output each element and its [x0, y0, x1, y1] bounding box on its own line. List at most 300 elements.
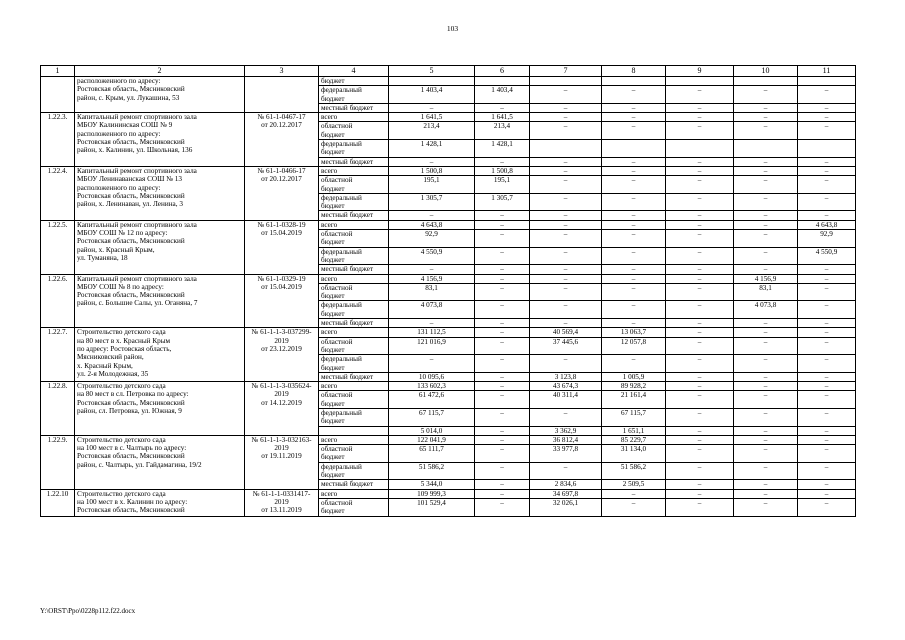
- funding-source: всего: [319, 382, 389, 391]
- item-number: 1.22.9.: [41, 435, 75, 489]
- amount-cell: –: [734, 489, 798, 498]
- document-number: [245, 77, 319, 113]
- item-description: Капитальный ремонт спортивного зала МБОУ СОШ № 8 по адресу: Ростовская область, Мясниковский район, с. Большие Салы, ул. Оганяна, 7: [75, 274, 245, 328]
- amount-cell: –: [734, 103, 798, 112]
- amount-cell: –: [530, 283, 602, 301]
- amount-cell: –: [798, 283, 856, 301]
- funding-source: областной бюджет: [319, 230, 389, 248]
- amount-cell: –: [798, 166, 856, 175]
- item-number: 1.22.4.: [41, 166, 75, 220]
- col-header: 5: [389, 66, 475, 77]
- amount-cell: –: [666, 319, 734, 328]
- amount-cell: 83,1: [734, 283, 798, 301]
- funding-source: всего: [319, 166, 389, 175]
- amount-cell: –: [475, 372, 530, 381]
- amount-cell: [602, 140, 666, 158]
- funding-source: областной бюджет: [319, 445, 389, 463]
- amount-cell: –: [389, 355, 475, 373]
- amount-cell: 4 550,9: [389, 247, 475, 265]
- funding-source: областной бюджет: [319, 337, 389, 355]
- amount-cell: –: [798, 426, 856, 435]
- amount-cell: –: [530, 319, 602, 328]
- amount-cell: –: [666, 301, 734, 319]
- amount-cell: 31 134,0: [602, 445, 666, 463]
- amount-cell: [530, 77, 602, 86]
- amount-cell: –: [666, 283, 734, 301]
- amount-cell: –: [666, 122, 734, 140]
- funding-source: всего: [319, 113, 389, 122]
- item-number: 1.22.3.: [41, 113, 75, 167]
- amount-cell: –: [475, 103, 530, 112]
- amount-cell: –: [798, 498, 856, 516]
- amount-cell: –: [798, 328, 856, 337]
- amount-cell: 40 311,4: [530, 391, 602, 409]
- amount-cell: –: [798, 462, 856, 480]
- amount-cell: 83,1: [389, 283, 475, 301]
- item-description: Строительство детского сада на 100 мест в х. Калинин по адресу: Ростовская область, Мясниковский: [75, 489, 245, 516]
- amount-cell: –: [798, 435, 856, 444]
- amount-cell: 1 305,7: [475, 193, 530, 211]
- amount-cell: –: [602, 230, 666, 248]
- amount-cell: –: [602, 355, 666, 373]
- funding-source: местный бюджет: [319, 265, 389, 274]
- amount-cell: –: [389, 157, 475, 166]
- amount-cell: –: [475, 426, 530, 435]
- amount-cell: –: [666, 426, 734, 435]
- amount-cell: –: [798, 382, 856, 391]
- amount-cell: –: [666, 355, 734, 373]
- amount-cell: –: [734, 247, 798, 265]
- funding-source: местный бюджет: [319, 211, 389, 220]
- funding-source: областной бюджет: [319, 498, 389, 516]
- amount-cell: –: [798, 337, 856, 355]
- amount-cell: 92,9: [798, 230, 856, 248]
- col-header: 10: [734, 66, 798, 77]
- amount-cell: –: [734, 122, 798, 140]
- amount-cell: –: [734, 435, 798, 444]
- amount-cell: –: [530, 122, 602, 140]
- amount-cell: –: [734, 86, 798, 104]
- amount-cell: –: [602, 103, 666, 112]
- table-row: [41, 435, 856, 444]
- amount-cell: –: [734, 265, 798, 274]
- col-header: 8: [602, 66, 666, 77]
- funding-source: областной бюджет: [319, 176, 389, 194]
- amount-cell: –: [798, 86, 856, 104]
- amount-cell: –: [530, 157, 602, 166]
- amount-cell: –: [389, 265, 475, 274]
- amount-cell: –: [602, 489, 666, 498]
- amount-cell: –: [798, 103, 856, 112]
- funding-source: местный бюджет: [319, 372, 389, 381]
- amount-cell: 109 999,3: [389, 489, 475, 498]
- col-header: 9: [666, 66, 734, 77]
- funding-source: областной бюджет: [319, 122, 389, 140]
- funding-source: всего: [319, 435, 389, 444]
- amount-cell: [798, 77, 856, 86]
- amount-cell: –: [798, 408, 856, 426]
- funding-source: федеральный бюджет: [319, 86, 389, 104]
- amount-cell: –: [734, 328, 798, 337]
- amount-cell: –: [798, 211, 856, 220]
- amount-cell: [734, 140, 798, 158]
- amount-cell: [734, 77, 798, 86]
- table-row: [41, 220, 856, 229]
- amount-cell: –: [666, 462, 734, 480]
- col-header: 6: [475, 66, 530, 77]
- amount-cell: –: [530, 211, 602, 220]
- amount-cell: 67 115,7: [389, 408, 475, 426]
- amount-cell: –: [475, 265, 530, 274]
- amount-cell: –: [389, 103, 475, 112]
- amount-cell: –: [475, 489, 530, 498]
- amount-cell: –: [475, 355, 530, 373]
- amount-cell: 33 977,8: [530, 445, 602, 463]
- amount-cell: –: [602, 283, 666, 301]
- item-number: [41, 77, 75, 113]
- amount-cell: –: [798, 122, 856, 140]
- amount-cell: 1 305,7: [389, 193, 475, 211]
- funding-source: [319, 426, 389, 435]
- amount-cell: –: [530, 265, 602, 274]
- amount-cell: –: [666, 328, 734, 337]
- col-header: 1: [41, 66, 75, 77]
- amount-cell: 131 112,5: [389, 328, 475, 337]
- amount-cell: 1 641,5: [475, 113, 530, 122]
- item-number: 1.22.7.: [41, 328, 75, 382]
- amount-cell: –: [602, 274, 666, 283]
- amount-cell: –: [475, 220, 530, 229]
- amount-cell: 4 643,8: [798, 220, 856, 229]
- amount-cell: –: [798, 193, 856, 211]
- document-number: № 61-1-1-0331417- 2019 от 13.11.2019: [245, 489, 319, 516]
- amount-cell: –: [475, 274, 530, 283]
- amount-cell: –: [389, 211, 475, 220]
- amount-cell: 1 641,5: [389, 113, 475, 122]
- amount-cell: –: [734, 113, 798, 122]
- amount-cell: 43 674,3: [530, 382, 602, 391]
- amount-cell: –: [475, 498, 530, 516]
- funding-source: всего: [319, 220, 389, 229]
- amount-cell: –: [602, 176, 666, 194]
- item-description: Капитальный ремонт спортивного зала МБОУ Ленинаванская СОШ № 13 расположенного по адресу: Ростовская область, Мясниковский район, х. Ленинаван, ул. Ленина, 3: [75, 166, 245, 220]
- document-number: № 61-1-0328-19 от 15.04.2019: [245, 220, 319, 274]
- file-path-footer: Y:\ORST\Ppo\0228p112.f22.docx: [40, 607, 136, 615]
- amount-cell: [666, 140, 734, 158]
- page-number: 103: [446, 24, 459, 33]
- amount-cell: 21 161,4: [602, 391, 666, 409]
- amount-cell: –: [666, 211, 734, 220]
- amount-cell: –: [734, 355, 798, 373]
- amount-cell: 92,9: [389, 230, 475, 248]
- amount-cell: –: [666, 382, 734, 391]
- amount-cell: –: [475, 435, 530, 444]
- amount-cell: –: [530, 301, 602, 319]
- amount-cell: 2 834,6: [530, 480, 602, 489]
- funding-source: областной бюджет: [319, 283, 389, 301]
- amount-cell: –: [734, 166, 798, 175]
- amount-cell: 40 569,4: [530, 328, 602, 337]
- table-row: [41, 113, 856, 122]
- amount-cell: –: [389, 319, 475, 328]
- amount-cell: 85 229,7: [602, 435, 666, 444]
- amount-cell: –: [530, 408, 602, 426]
- funding-source: всего: [319, 489, 389, 498]
- amount-cell: 1 403,4: [475, 86, 530, 104]
- amount-cell: –: [734, 372, 798, 381]
- funding-source: федеральный бюджет: [319, 462, 389, 480]
- item-description: Строительство детского сада на 100 мест в с. Чалтырь по адресу: Ростовская область, Мясниковский район, с. Чалтырь, ул. Гайдамагина, 19/2: [75, 435, 245, 489]
- amount-cell: 3 123,8: [530, 372, 602, 381]
- document-number: № 61-1-0466-17 от 20.12.2017: [245, 166, 319, 220]
- amount-cell: –: [734, 193, 798, 211]
- amount-cell: –: [666, 274, 734, 283]
- amount-cell: –: [798, 157, 856, 166]
- amount-cell: –: [530, 462, 602, 480]
- amount-cell: –: [666, 86, 734, 104]
- amount-cell: –: [530, 247, 602, 265]
- amount-cell: –: [602, 157, 666, 166]
- amount-cell: 1 651,1: [602, 426, 666, 435]
- amount-cell: –: [475, 382, 530, 391]
- funding-source: местный бюджет: [319, 103, 389, 112]
- funding-source: федеральный бюджет: [319, 355, 389, 373]
- amount-cell: –: [734, 176, 798, 194]
- item-number: 1.22.10: [41, 489, 75, 516]
- amount-cell: 32 026,1: [530, 498, 602, 516]
- funding-source: федеральный бюджет: [319, 193, 389, 211]
- table-row: [41, 382, 856, 391]
- amount-cell: –: [666, 176, 734, 194]
- amount-cell: 4 156,9: [389, 274, 475, 283]
- amount-cell: –: [530, 103, 602, 112]
- amount-cell: 195,1: [389, 176, 475, 194]
- amount-cell: –: [530, 176, 602, 194]
- funding-source: всего: [319, 328, 389, 337]
- amount-cell: –: [602, 247, 666, 265]
- item-description: Строительство детского сада на 80 мест в х. Красный Крым по адресу: Ростовская область, Мясниковский район, х. Красный Крым, ул. 2-я Молодежная, 35: [75, 328, 245, 382]
- amount-cell: –: [530, 274, 602, 283]
- amount-cell: –: [475, 283, 530, 301]
- budget-table: [40, 65, 856, 517]
- amount-cell: –: [475, 211, 530, 220]
- amount-cell: –: [602, 319, 666, 328]
- amount-cell: 12 057,8: [602, 337, 666, 355]
- amount-cell: [666, 77, 734, 86]
- amount-cell: 4 156,9: [734, 274, 798, 283]
- funding-source: бюджет: [319, 77, 389, 86]
- amount-cell: –: [734, 337, 798, 355]
- col-header: 3: [245, 66, 319, 77]
- amount-cell: –: [602, 265, 666, 274]
- amount-cell: 3 362,9: [530, 426, 602, 435]
- amount-cell: 67 115,7: [602, 408, 666, 426]
- amount-cell: –: [666, 408, 734, 426]
- item-number: 1.22.6.: [41, 274, 75, 328]
- col-header: 2: [75, 66, 245, 77]
- document-number: № 61-1-1-3-032163- 2019 от 19.11.2019: [245, 435, 319, 489]
- amount-cell: –: [666, 157, 734, 166]
- amount-cell: –: [734, 391, 798, 409]
- document-number: № 61-1-0467-17 от 20.12.2017: [245, 113, 319, 167]
- amount-cell: 65 111,7: [389, 445, 475, 463]
- amount-cell: –: [602, 220, 666, 229]
- amount-cell: –: [602, 166, 666, 175]
- amount-cell: –: [475, 445, 530, 463]
- funding-source: федеральный бюджет: [319, 301, 389, 319]
- amount-cell: 4 073,8: [389, 301, 475, 319]
- amount-cell: 13 063,7: [602, 328, 666, 337]
- amount-cell: –: [475, 337, 530, 355]
- amount-cell: –: [475, 157, 530, 166]
- amount-cell: –: [798, 372, 856, 381]
- amount-cell: –: [666, 113, 734, 122]
- amount-cell: –: [734, 157, 798, 166]
- amount-cell: 1 403,4: [389, 86, 475, 104]
- amount-cell: –: [734, 211, 798, 220]
- amount-cell: [798, 140, 856, 158]
- amount-cell: 101 529,4: [389, 498, 475, 516]
- amount-cell: –: [530, 355, 602, 373]
- item-description: Капитальный ремонт спортивного зала МБОУ Калининская СОШ № 9 расположенного по адресу: Ростовская область, Мясниковский район, х. Калинин, ул. Школьная, 136: [75, 113, 245, 167]
- amount-cell: –: [666, 166, 734, 175]
- item-number: 1.22.8.: [41, 382, 75, 436]
- amount-cell: 89 928,2: [602, 382, 666, 391]
- amount-cell: –: [666, 480, 734, 489]
- amount-cell: –: [666, 372, 734, 381]
- amount-cell: 4 643,8: [389, 220, 475, 229]
- amount-cell: –: [734, 445, 798, 463]
- amount-cell: –: [798, 319, 856, 328]
- amount-cell: –: [666, 489, 734, 498]
- amount-cell: –: [475, 319, 530, 328]
- item-description: Капитальный ремонт спортивного зала МБОУ СОШ № 12 по адресу: Ростовская область, Мясниковский район, х. Красный Крым, ул. Туманяна, 18: [75, 220, 245, 274]
- amount-cell: –: [530, 86, 602, 104]
- amount-cell: 1 005,9: [602, 372, 666, 381]
- amount-cell: –: [475, 301, 530, 319]
- amount-cell: –: [602, 301, 666, 319]
- item-description: расположенного по адресу: Ростовская область, Мясниковский район, с. Крым, ул. Лукашина, 53: [75, 77, 245, 113]
- amount-cell: 1 500,8: [389, 166, 475, 175]
- amount-cell: –: [666, 337, 734, 355]
- funding-source: всего: [319, 274, 389, 283]
- amount-cell: 36 812,4: [530, 435, 602, 444]
- amount-cell: [602, 77, 666, 86]
- amount-cell: 1 428,1: [475, 140, 530, 158]
- table-row: [41, 274, 856, 283]
- amount-cell: –: [475, 328, 530, 337]
- amount-cell: –: [734, 462, 798, 480]
- amount-cell: –: [798, 489, 856, 498]
- funding-source: местный бюджет: [319, 157, 389, 166]
- amount-cell: –: [734, 382, 798, 391]
- table-row: [41, 77, 856, 86]
- amount-cell: 37 445,6: [530, 337, 602, 355]
- amount-cell: [475, 77, 530, 86]
- amount-cell: –: [475, 480, 530, 489]
- amount-cell: –: [734, 498, 798, 516]
- col-header: 11: [798, 66, 856, 77]
- amount-cell: 1 500,8: [475, 166, 530, 175]
- document-number: № 61-1-1-3-035624- 2019 от 14.12.2019: [245, 382, 319, 436]
- amount-cell: –: [666, 220, 734, 229]
- amount-cell: –: [734, 426, 798, 435]
- amount-cell: 4 073,8: [734, 301, 798, 319]
- amount-cell: –: [530, 220, 602, 229]
- amount-cell: –: [666, 435, 734, 444]
- funding-source: федеральный бюджет: [319, 408, 389, 426]
- amount-cell: 10 095,6: [389, 372, 475, 381]
- amount-cell: 5 014,0: [389, 426, 475, 435]
- amount-cell: –: [798, 391, 856, 409]
- amount-cell: –: [666, 445, 734, 463]
- amount-cell: 133 602,3: [389, 382, 475, 391]
- amount-cell: –: [666, 247, 734, 265]
- amount-cell: 4 550,9: [798, 247, 856, 265]
- amount-cell: 34 697,8: [530, 489, 602, 498]
- amount-cell: –: [798, 176, 856, 194]
- amount-cell: 213,4: [389, 122, 475, 140]
- funding-source: федеральный бюджет: [319, 140, 389, 158]
- amount-cell: –: [530, 193, 602, 211]
- col-header: 4: [319, 66, 389, 77]
- amount-cell: 51 586,2: [602, 462, 666, 480]
- amount-cell: 121 016,9: [389, 337, 475, 355]
- amount-cell: [389, 77, 475, 86]
- amount-cell: –: [475, 408, 530, 426]
- amount-cell: –: [798, 301, 856, 319]
- amount-cell: –: [530, 113, 602, 122]
- amount-cell: 5 344,0: [389, 480, 475, 489]
- amount-cell: 122 041,9: [389, 435, 475, 444]
- amount-cell: –: [798, 265, 856, 274]
- amount-cell: –: [734, 408, 798, 426]
- amount-cell: –: [602, 86, 666, 104]
- document-number: № 61-1-0329-19 от 15.04.2019: [245, 274, 319, 328]
- amount-cell: –: [475, 247, 530, 265]
- amount-cell: –: [602, 113, 666, 122]
- amount-cell: –: [602, 193, 666, 211]
- amount-cell: –: [734, 319, 798, 328]
- item-description: Строительство детского сада на 80 мест в сл. Петровка по адресу: Ростовская область, Мясниковский район, сл. Петровка, ул. Южная, 9: [75, 382, 245, 436]
- header-row: [41, 66, 856, 77]
- amount-cell: –: [666, 230, 734, 248]
- amount-cell: –: [475, 230, 530, 248]
- document-number: № 61-1-1-3-037299- 2019 от 23.12.2019: [245, 328, 319, 382]
- amount-cell: –: [602, 122, 666, 140]
- table-row: [41, 166, 856, 175]
- amount-cell: 61 472,6: [389, 391, 475, 409]
- amount-cell: [530, 140, 602, 158]
- table-row: [41, 328, 856, 337]
- item-number: 1.22.5.: [41, 220, 75, 274]
- amount-cell: –: [734, 220, 798, 229]
- amount-cell: –: [530, 166, 602, 175]
- amount-cell: –: [734, 230, 798, 248]
- amount-cell: –: [798, 274, 856, 283]
- amount-cell: 51 586,2: [389, 462, 475, 480]
- amount-cell: –: [666, 103, 734, 112]
- funding-source: местный бюджет: [319, 480, 389, 489]
- col-header: 7: [530, 66, 602, 77]
- amount-cell: –: [798, 480, 856, 489]
- amount-cell: –: [798, 355, 856, 373]
- amount-cell: –: [666, 265, 734, 274]
- amount-cell: –: [602, 211, 666, 220]
- amount-cell: –: [798, 113, 856, 122]
- amount-cell: –: [798, 445, 856, 463]
- amount-cell: –: [475, 462, 530, 480]
